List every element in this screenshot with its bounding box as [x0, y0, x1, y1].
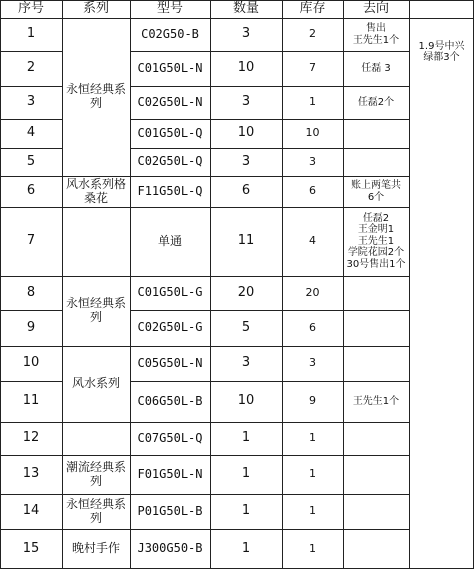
destination-cell: 王先生1个 [352, 395, 400, 407]
series-cell: 永恒经典系 列 [65, 82, 126, 110]
destination-cell [343, 346, 409, 381]
model-cell: C05G50L-N [137, 355, 203, 370]
stock-cell: 20 [305, 285, 320, 299]
row-number: 13 [22, 466, 40, 482]
series-cell: 永恒经典系 列 [65, 496, 126, 525]
model-cell: J300G50-B [137, 541, 203, 556]
row-number: 10 [22, 355, 40, 371]
quantity-cell: 1 [241, 540, 251, 556]
quantity-cell: 10 [237, 125, 255, 141]
model-cell: C07G50L-Q [137, 430, 203, 445]
stock-cell: 1 [309, 467, 316, 481]
series-cell: 晚村手作 [71, 541, 120, 556]
side-note: 1.9号中兴 绿都3个 [418, 40, 465, 63]
series-cell: 永恒经典系 列 [65, 296, 126, 324]
header-model: 型号 [156, 0, 183, 16]
series-cell: 风水系列格 桑花 [65, 176, 126, 205]
model-cell: C01G50L-G [137, 285, 203, 300]
quantity-cell: 3 [241, 355, 251, 371]
model-cell: C02G50-B [141, 26, 199, 41]
stock-cell: 1 [309, 95, 316, 109]
stock-cell: 2 [309, 27, 316, 41]
destination-cell: 账上两笔共 6个 [351, 180, 401, 203]
quantity-cell: 11 [237, 233, 255, 249]
destination-cell [343, 494, 409, 529]
model-cell: C06G50L-B [137, 393, 203, 408]
destination-cell: 售出 王先生1个 [352, 23, 400, 46]
grid-line-h [409, 0, 474, 1]
quantity-cell: 3 [241, 153, 251, 169]
quantity-cell: 10 [237, 60, 255, 76]
quantity-cell: 10 [237, 393, 255, 409]
model-cell: C01G50L-N [137, 60, 203, 75]
destination-cell [343, 148, 409, 176]
row-number: 8 [26, 284, 36, 300]
row-number: 5 [26, 153, 36, 169]
row-number: 7 [26, 233, 36, 249]
series-cell [62, 422, 130, 455]
destination-cell [343, 119, 409, 148]
destination-cell [343, 529, 409, 569]
destination-cell: 任磊2 王金明1 王先生1 学院花园2个 30号售出1个 [346, 212, 406, 270]
quantity-cell: 6 [241, 183, 251, 199]
quantity-cell: 1 [241, 466, 251, 482]
row-number: 2 [26, 60, 36, 76]
quantity-cell: 20 [237, 284, 255, 300]
destination-cell [343, 310, 409, 346]
series-cell: 风水系列 [71, 376, 120, 391]
header-no: 序号 [17, 0, 44, 16]
model-cell: F11G50L-Q [137, 183, 203, 198]
row-number: 1 [26, 26, 36, 42]
model-cell: F01G50L-N [137, 466, 203, 481]
model-cell: 单通 [157, 233, 182, 248]
header-dest: 去向 [362, 0, 389, 16]
quantity-cell: 5 [241, 319, 251, 335]
destination-cell: 任磊 3 [361, 62, 391, 74]
header-series: 系列 [82, 0, 109, 16]
stock-cell: 9 [309, 394, 316, 408]
stock-cell: 4 [309, 234, 316, 248]
stock-cell: 3 [309, 154, 316, 168]
destination-cell [343, 276, 409, 310]
stock-cell: 6 [309, 184, 316, 198]
row-number: 3 [26, 94, 36, 110]
destination-cell [343, 422, 409, 455]
row-number: 11 [22, 393, 40, 409]
model-cell: C02G50L-Q [137, 154, 203, 169]
row-number: 6 [26, 183, 36, 199]
stock-cell: 10 [305, 126, 320, 140]
header-stock: 库存 [299, 0, 326, 16]
header-qty: 数量 [232, 0, 259, 16]
model-cell: C01G50L-Q [137, 125, 203, 140]
row-number: 4 [26, 125, 36, 141]
quantity-cell: 1 [241, 430, 251, 446]
row-number: 14 [22, 503, 40, 519]
stock-cell: 3 [309, 356, 316, 370]
stock-cell: 6 [309, 320, 316, 334]
destination-cell: 任磊2个 [357, 96, 395, 108]
row-number: 9 [26, 319, 36, 335]
stock-cell: 7 [309, 61, 316, 75]
series-cell: 潮流经典系 列 [65, 459, 126, 488]
row-number: 12 [22, 430, 40, 446]
model-cell: C02G50L-N [137, 94, 203, 109]
quantity-cell: 1 [241, 503, 251, 519]
quantity-cell: 3 [241, 94, 251, 110]
row-number: 15 [22, 540, 40, 556]
quantity-cell: 3 [241, 26, 251, 42]
stock-cell: 1 [309, 504, 316, 518]
model-cell: P01G50L-B [137, 503, 203, 518]
stock-cell: 1 [309, 431, 316, 445]
stock-cell: 1 [309, 541, 316, 555]
series-cell [62, 207, 130, 276]
destination-cell [343, 455, 409, 494]
model-cell: C02G50L-G [137, 320, 203, 335]
